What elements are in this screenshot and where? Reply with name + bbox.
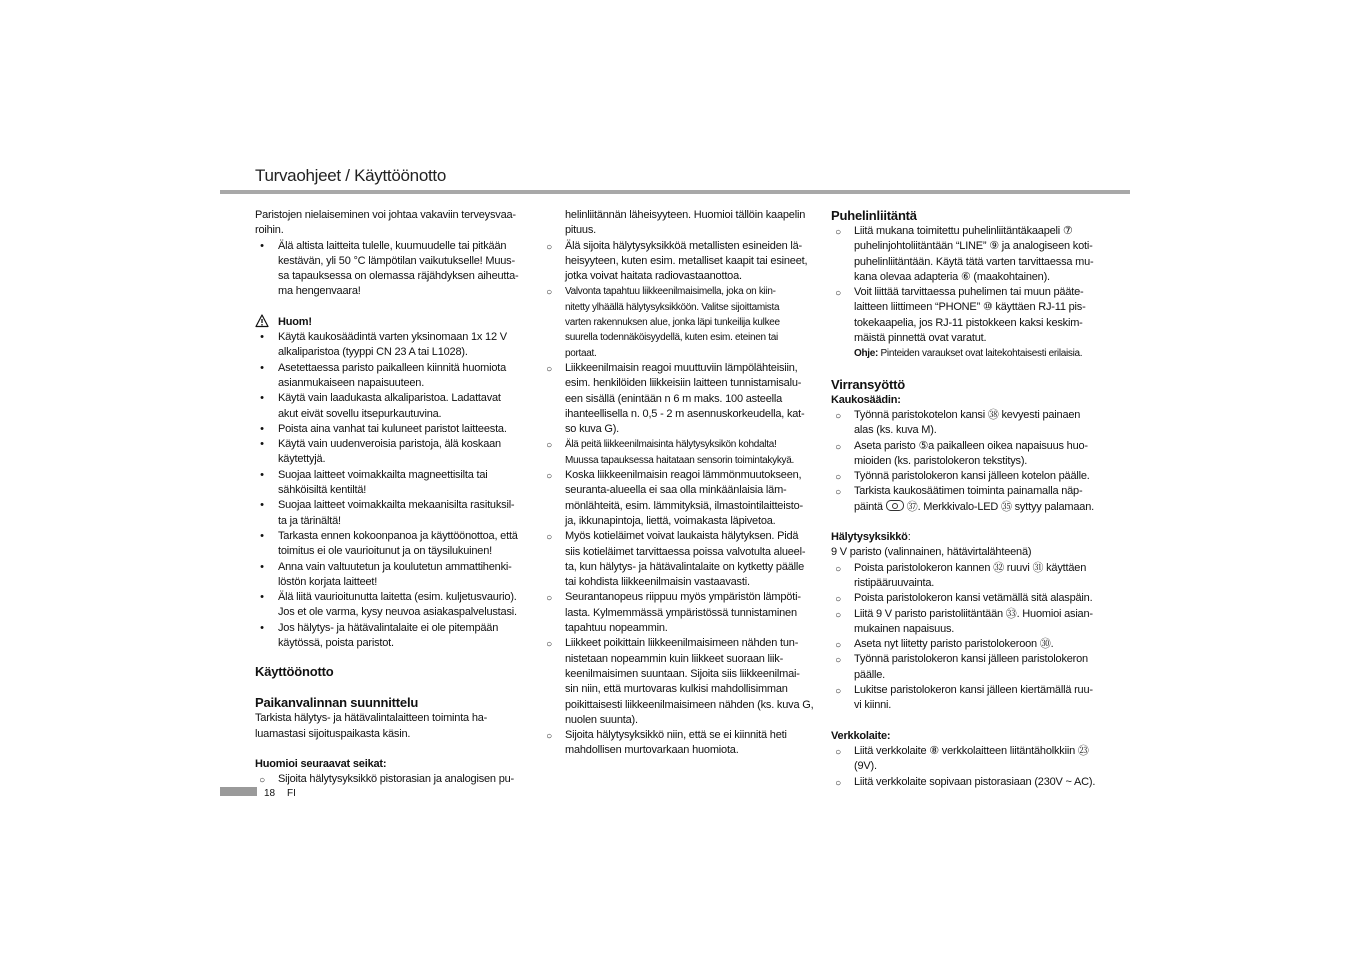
spacer	[831, 714, 1107, 729]
circle-list-item	[542, 437, 816, 468]
bullet-marker: •	[260, 392, 264, 405]
spacer	[255, 742, 527, 757]
bullet-list-item	[255, 498, 527, 529]
text-line: alas (ks. kuva M).	[854, 424, 937, 437]
subheading-kauko: Kaukosäädin:	[831, 393, 901, 406]
paragraph	[255, 208, 527, 239]
text-line: varten rakennuksen alue, jonka läpi tunkeilija kulkee	[565, 317, 780, 329]
circle-marker: ○	[546, 471, 552, 483]
circle-list-item	[831, 484, 1107, 515]
circle-marker: ○	[835, 487, 841, 499]
column-3	[831, 208, 1107, 790]
circle-marker: ○	[835, 594, 841, 606]
text-line: Liitä verkkolaite ⑧ verkkolaitteen liitäntäholkkiin ㉓	[854, 744, 1089, 757]
circle-list-item	[542, 728, 816, 759]
text-line: Tarkista kaukosäätimen toiminta painamalla näp-	[854, 485, 1083, 498]
note-heading	[255, 315, 527, 330]
text-line: nuolen suunta).	[565, 713, 638, 726]
text-line: mioiden (ks. paristolokeron tekstitys).	[854, 454, 1028, 467]
text-line: päälle.	[854, 668, 886, 681]
text-line: ma hengenvaara!	[278, 285, 361, 298]
bullet-list-item	[255, 621, 527, 652]
circle-list-item	[255, 772, 527, 787]
circle-marker: ○	[546, 639, 552, 651]
paragraph	[255, 711, 527, 742]
text-line: portaat.	[565, 347, 597, 359]
text-line: Suojaa laitteet voimakkailta magneettisilta tai	[278, 468, 488, 481]
note-heading-text: Huom!	[278, 315, 312, 328]
ohje-note	[831, 346, 1107, 361]
text-line: Sijoita hälytysyksikkö pistorasian ja analogisen pu-	[278, 773, 515, 786]
text-line: mönlähteitä, esim. lämmityksiä, ilmastointilaitteisto-	[565, 499, 803, 512]
text-line: seuranta-alueella ei saa olla minkäänlaisia läm-	[565, 484, 787, 497]
text-line: heisyyteen, kuten esim. metalliset kaapit tai esineet,	[565, 254, 808, 267]
text-line: mäistä pinnettä ovat varatut.	[854, 332, 987, 345]
text-line: siis kotieläimet tarvittaessa poissa valvotulta alueel-	[565, 545, 806, 558]
circle-list-item	[831, 637, 1107, 652]
circle-marker: ○	[835, 441, 841, 453]
bullet-marker: •	[260, 361, 264, 374]
text-line: jotka voivat haitata radiovastaanottoa.	[565, 270, 742, 283]
text-line: ta ja tärinältä!	[278, 514, 341, 527]
page-number: 18	[264, 788, 276, 799]
column-1	[255, 208, 527, 788]
circle-marker: ○	[835, 655, 841, 667]
text-line	[854, 500, 1107, 515]
footer-bar	[220, 787, 257, 796]
warning-icon	[255, 314, 269, 328]
circle-marker: ○	[259, 775, 265, 787]
circle-marker: ○	[835, 472, 841, 484]
text-line: käytössä, poista paristot.	[278, 637, 394, 650]
text-line: Valvonta tapahtuu liikkeenilmaisimella, joka on kiin-	[565, 286, 776, 298]
circle-list-item	[831, 561, 1107, 592]
text-line: Koska liikkeenilmaisin reagoi lämmönmuutokseen,	[565, 469, 802, 482]
text-line: Älä sijoita hälytysyksikköä metallisten esineiden lä-	[565, 239, 803, 252]
text-line: Liitä mukana toimitettu puhelinliitäntäkaapeli ⑦	[854, 225, 1073, 237]
text-line: nitetty ylhäällä hälytysyksikköön. Valitse sijoittamista	[565, 301, 780, 313]
text-line: Jos et ole varma, kysy neuvoa asiakaspalvelustasi.	[278, 606, 517, 619]
circle-marker: ○	[546, 363, 552, 375]
text-line: sin niin, että murtovaras kulkisi mahdollisimman	[565, 683, 788, 696]
text-line: Seurantanopeus riippuu myös ympäristön lämpöti-	[565, 591, 801, 604]
text-line: kestävän, yli 50 °C lämpötilan vaikutukselle! Muus-	[278, 254, 515, 267]
text-line: mahdollisen murtovarkaan huomiota.	[565, 744, 739, 757]
bullet-list-item	[255, 422, 527, 437]
bullet-marker: •	[260, 239, 264, 252]
circle-marker: ○	[835, 609, 841, 621]
circle-marker: ○	[835, 227, 841, 238]
text-line: luamastasi sijoituspaikasta käsin.	[255, 727, 411, 740]
text-line: Poista paristolokeron kansi vetämällä sitä alaspäin.	[854, 592, 1093, 605]
text-fragment: päintä	[854, 500, 883, 513]
text-line: sähköisiltä kentiltä!	[278, 484, 367, 497]
bullet-list-item	[255, 330, 527, 361]
circle-marker: ○	[546, 287, 552, 299]
ohje-text: Pinteiden varaukset ovat laitekohtaisesti erilaisia.	[878, 348, 1083, 360]
bullet-list-item	[255, 361, 527, 392]
bullet-list-item	[255, 560, 527, 591]
circle-list-item	[542, 239, 816, 285]
text-line: poikittaisesti liikkeenilmaisimeen nähden (ks. kuva G,	[565, 698, 814, 711]
subheading-halytys-label: Hälytysyksikkö	[831, 531, 908, 544]
text-line: ja, ikkunapintoja, liettä, voimakasta läpivetoa.	[565, 514, 776, 527]
bullet-marker: •	[260, 591, 264, 604]
section-heading-paikanvalinta: Paikanvalinnan suunnittelu	[255, 695, 419, 711]
text-line: Käytä vain laadukasta alkaliparistoa. Ladattavat	[278, 392, 501, 405]
text-line: Voit liittää tarvittaessa puhelimen tai muun pääte-	[854, 286, 1084, 299]
text-line: Jos hälytys- ja hätävalintalaite ei ole pitempään	[278, 621, 499, 634]
circle-list-item	[831, 607, 1107, 638]
text-line: helinliitännän läheisyyteen. Huomioi tällöin kaapelin	[565, 209, 806, 221]
circle-list-item	[542, 468, 816, 529]
circle-marker: ○	[835, 563, 841, 575]
page-language: FI	[287, 788, 296, 799]
section-heading-kayttoonotto: Käyttöönotto	[255, 664, 334, 680]
circle-list-item	[831, 469, 1107, 484]
text-line: löstön korjata laitteet!	[278, 575, 378, 588]
text-line: roihin.	[255, 224, 284, 237]
text-line: toimitus ei ole vaurioitunut ja on täysilukuinen!	[278, 545, 492, 558]
text-line: Työnnä paristolokeron kansi jälleen kotelon päälle.	[854, 470, 1090, 483]
text-line: Liitä verkkolaite sopivaan pistorasiaan (230V ~ AC).	[854, 775, 1096, 788]
text-line: laitteen liittimeen “PHONE” ⑩ käyttäen RJ-11 pis-	[854, 301, 1086, 314]
section-heading-virransyotto: Virransyöttö	[831, 376, 905, 392]
text-line: nistetaan nopeammin kuin liikkeet suoraan liik-	[565, 652, 784, 665]
subheading-huomioi: Huomioi seuraavat seikat:	[255, 757, 387, 770]
circle-marker: ○	[835, 686, 841, 698]
text-line: (9V).	[854, 760, 877, 773]
circle-list-item	[831, 439, 1107, 470]
page-title: Turvaohjeet / Käyttöönotto	[255, 166, 446, 185]
text-line: alkaliparistoa (tyyppi CN 23 A tai L1028).	[278, 346, 468, 359]
bullet-marker: •	[260, 438, 264, 451]
circle-marker: ○	[835, 777, 841, 789]
text-line: Poista paristolokeron kannen ㉜ ruuvi ㉛ käyttäen	[854, 561, 1087, 574]
text-line: Paristojen nielaiseminen voi johtaa vakaviin terveysvaa-	[255, 209, 516, 221]
text-line: Anna vain valtuutetun ja koulutetun ammattihenki-	[278, 560, 512, 573]
text-line: tapahtuu nopeammin.	[565, 622, 668, 635]
circle-marker: ○	[546, 241, 552, 253]
spacer	[831, 362, 1107, 377]
text-line: Älä liitä vaurioitunutta laitetta (esim. kuljetusvaurio).	[278, 591, 517, 604]
text-line: Aseta nyt liitetty paristo paristolokeroon ㉚.	[854, 638, 1054, 651]
bullet-marker: •	[260, 468, 264, 481]
spacer	[255, 300, 527, 315]
text-line: käytettyjä.	[278, 453, 326, 466]
bullet-marker: •	[260, 560, 264, 573]
circle-marker: ○	[835, 410, 841, 422]
subheading-halytys-colon: :	[907, 531, 911, 544]
column-2	[542, 208, 816, 759]
text-line: Sijoita hälytysyksikkö niin, että se ei kiinnitä heti	[565, 729, 787, 742]
text-line: Käytä vain uudenveroisia paristoja, älä koskaan	[278, 438, 501, 451]
ohje-label: Ohje:	[854, 348, 879, 360]
circle-marker: ○	[835, 288, 841, 300]
bullet-list-item	[255, 391, 527, 422]
text-line: esim. henkilöiden liikkeisiin laitteen tunnistamisalu-	[565, 377, 802, 390]
text-line: suurella todennäköisyydellä, kuten esim. eteinen tai	[565, 332, 778, 344]
circle-marker: ○	[835, 640, 841, 652]
spacer	[831, 515, 1107, 530]
paragraph	[542, 208, 816, 239]
title-rule	[220, 190, 1130, 194]
circle-marker: ○	[546, 532, 552, 544]
text-line: Liikkeenilmaisin reagoi muuttuviin lämpölähteisiin,	[565, 361, 798, 374]
subheading-verkko: Verkkolaite:	[831, 729, 891, 742]
text-line: Työnnä paristokotelon kansi ㊳ kevyesti painaen	[854, 408, 1081, 421]
bullet-list-item	[255, 437, 527, 468]
circle-list-item	[542, 636, 816, 728]
text-line: Muussa tapauksessa haitataan sensorin toimintakykyä.	[565, 454, 794, 466]
circle-list-item	[542, 361, 816, 437]
text-line: vi kiinni.	[854, 699, 892, 712]
text-line: Tarkista hälytys- ja hätävalintalaitteen toiminta ha-	[255, 712, 488, 725]
circle-marker: ○	[835, 746, 841, 758]
circle-list-item	[831, 683, 1107, 714]
text-line: tokekaapelia, jos RJ-11 pistokkeen kaksi keskim-	[854, 316, 1083, 329]
circle-list-item	[542, 284, 816, 360]
button-icon	[886, 500, 904, 511]
circle-list-item	[831, 224, 1107, 285]
bullet-marker: •	[260, 529, 264, 542]
text-line: een sisällä (enintään n 6 m maks. 100 asteella	[565, 392, 783, 405]
bullet-list-item	[255, 239, 527, 300]
text-line: Älä peitä liikkeenilmaisinta hälytysyksikön kohdalta!	[565, 439, 777, 451]
section-heading-puhelin: Puhelinliitäntä	[831, 208, 917, 223]
text-line: ta, kun hälytys- ja hätävalintalaite on kytketty päälle	[565, 560, 805, 573]
text-line: Aseta paristo ⑤a paikalleen oikea napaisuus huo-	[854, 439, 1088, 452]
text-line: akut eivät sovellu itsepurkautuvina.	[278, 407, 442, 420]
circle-list-item	[831, 408, 1107, 439]
circle-list-item	[542, 529, 816, 590]
circle-list-item	[831, 744, 1107, 775]
halytys-subtitle: 9 V paristo (valinnainen, hätävirtalähteenä)	[831, 546, 1032, 559]
text-line: Liitä 9 V paristo paristoliitäntään ㉝. Huomioi asian-	[854, 607, 1093, 620]
text-line: ristipääruuvainta.	[854, 576, 935, 589]
text-line: kana olevaa adapteria ⑥ (maakohtainen).	[854, 270, 1050, 283]
text-line: Älä altista laitteita tulelle, kuumuudelle tai pitkään	[278, 239, 507, 252]
subheading-halytys	[831, 530, 1107, 545]
text-line: so kuva G).	[565, 423, 620, 436]
text-line: Lukitse paristolokeron kansi jälleen kiertämällä ruu-	[854, 684, 1093, 697]
text-line: puhelinjohtoliitäntään “LINE” ⑨ ja analogiseen koti-	[854, 240, 1093, 253]
circle-list-item	[831, 652, 1107, 683]
text-line: asianmukaiseen napaisuuteen.	[278, 376, 425, 389]
text-line: Käytä kaukosäädintä varten yksinomaan 1x 12 V	[278, 331, 507, 344]
text-line: Asetettaessa paristo paikalleen kiinnitä huomiota	[278, 361, 507, 374]
text-line: Liikkeet poikittain liikkeenilmaisimeen nähden tun-	[565, 637, 799, 650]
text-fragment: ㊲. Merkkivalo-LED ㉟ syttyy palamaan.	[906, 500, 1094, 513]
circle-marker: ○	[546, 593, 552, 605]
circle-marker: ○	[546, 731, 552, 743]
spacer	[255, 680, 527, 695]
text-line: mukainen napaisuus.	[854, 622, 955, 635]
bullet-marker: •	[260, 621, 264, 634]
text-line: ihanteellisella n. 0,5 - 2 m asennuskorkeudella, kat-	[565, 407, 805, 420]
text-line: Suojaa laitteet voimakkailta mekaanisilta rasituksil-	[278, 499, 515, 512]
circle-marker: ○	[546, 440, 552, 452]
bullet-marker: •	[260, 422, 264, 435]
circle-list-item	[831, 775, 1107, 790]
text-line: Myös kotieläimet voivat laukaista hälytyksen. Pidä	[565, 530, 799, 543]
circle-list-item	[831, 285, 1107, 346]
circle-list-item	[831, 591, 1107, 606]
text-line: Tarkasta ennen kokoonpanoa ja käyttöönottoa, että	[278, 529, 518, 542]
circle-list-item	[542, 590, 816, 636]
bullet-list-item	[255, 468, 527, 499]
text-line: sa tapauksessa on olemassa räjähdyksen aiheutta-	[278, 270, 519, 283]
text-line: tai kohdista liikkeenilmaisin vastaavasti.	[565, 576, 750, 589]
text-line: Työnnä paristolokeron kansi jälleen paristolokeron	[854, 653, 1088, 666]
bullet-marker: •	[260, 331, 264, 344]
text-line: pituus.	[565, 224, 597, 237]
text-line: lasta. Kylmemmässä ympäristössä tunnistaminen	[565, 606, 797, 619]
spacer	[255, 651, 527, 664]
bullet-marker: •	[260, 499, 264, 512]
text-line: puhelinliitäntään. Käytä tätä varten tarvittaessa mu-	[854, 255, 1094, 268]
bullet-list-item	[255, 590, 527, 621]
text-line: Poista aina vanhat tai kuluneet paristot laitteesta.	[278, 422, 507, 435]
text-line: keenilmaisimen suuntaan. Sijoita siis liikkeenilmai-	[565, 667, 800, 680]
bullet-list-item	[255, 529, 527, 560]
